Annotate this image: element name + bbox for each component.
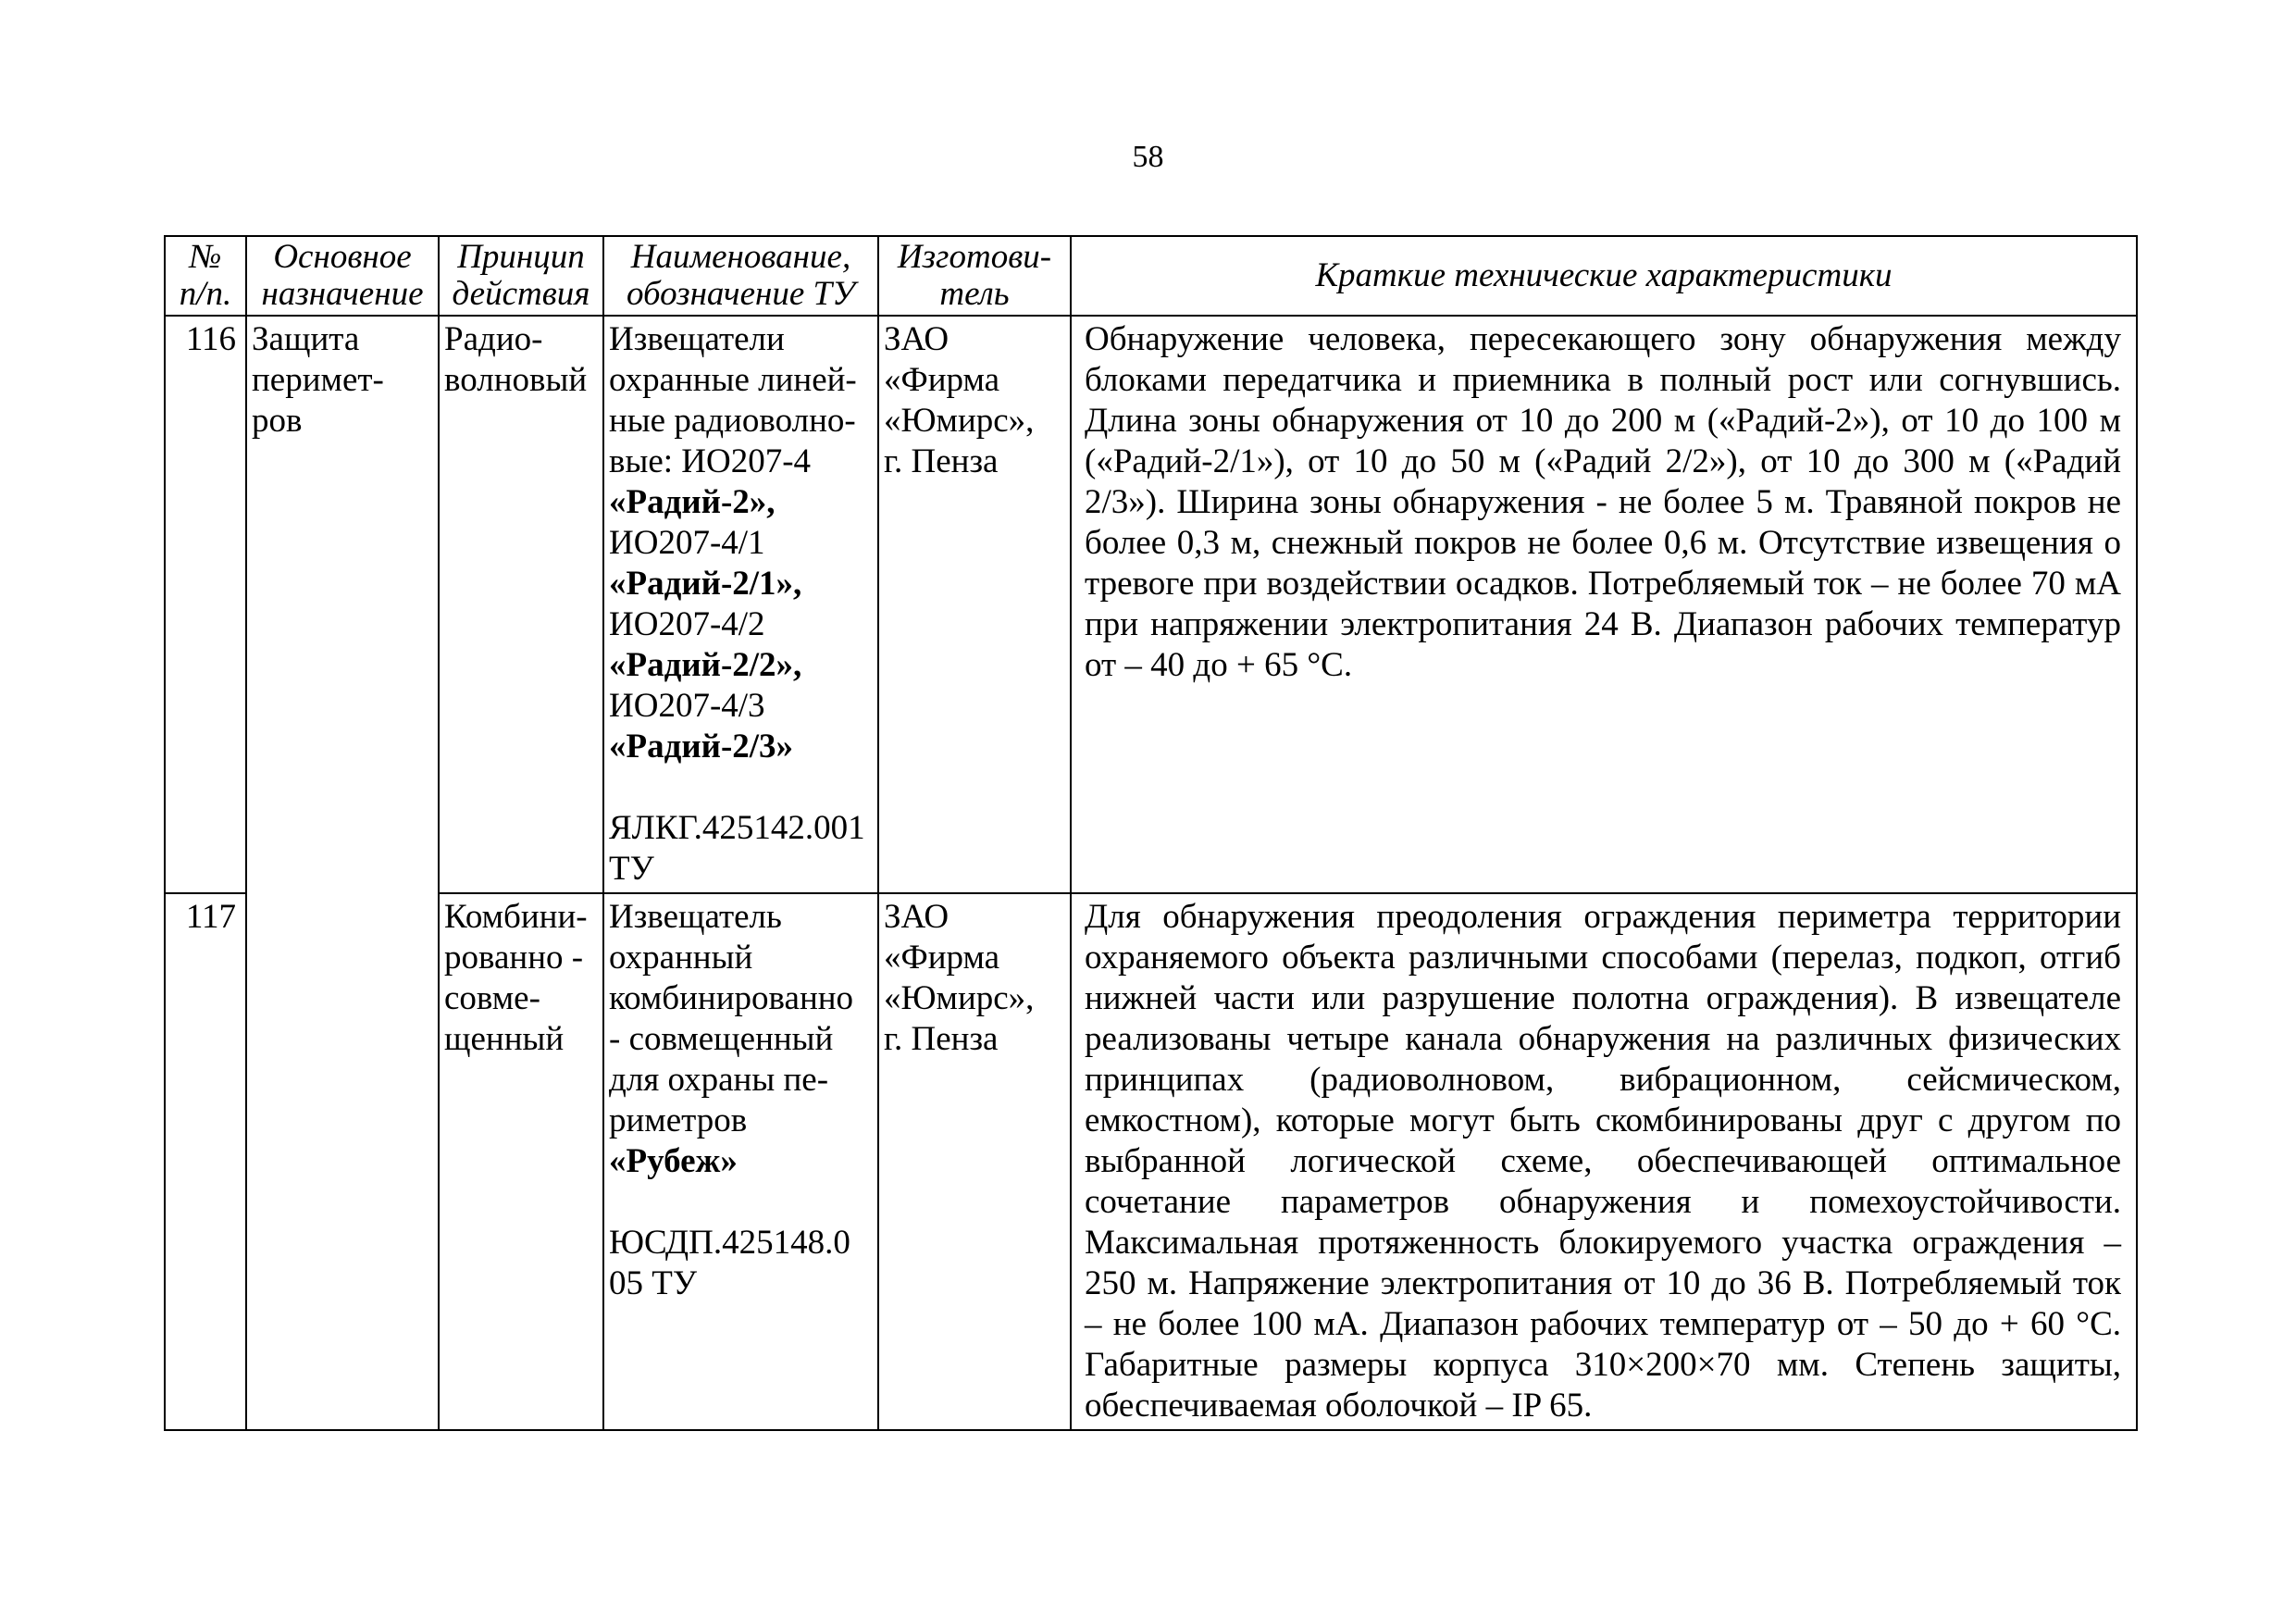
spacer bbox=[609, 1182, 871, 1223]
header-name bbox=[603, 236, 878, 316]
name-line: риметров bbox=[609, 1101, 748, 1139]
header-specs: Краткие технические характеристики bbox=[1071, 236, 2137, 316]
tu-designation: 05 ТУ bbox=[609, 1264, 698, 1302]
principle-line: рованно - bbox=[444, 939, 584, 977]
maker-line: «Фирма bbox=[884, 939, 1000, 977]
table-header-row bbox=[165, 236, 2137, 316]
page-number: 58 bbox=[1132, 140, 1164, 174]
maker-line: «Юмирс», bbox=[884, 979, 1035, 1017]
row-117-maker bbox=[878, 893, 1071, 1430]
header-name-line2: обозначение ТУ bbox=[626, 275, 856, 313]
header-maker bbox=[878, 236, 1071, 316]
row-116-principle bbox=[439, 316, 603, 893]
header-maker-line2: тель bbox=[939, 275, 1010, 313]
principle-line: волновый bbox=[444, 361, 588, 399]
header-purpose-line2: назначение bbox=[261, 275, 424, 313]
purpose-line: ров bbox=[252, 402, 303, 440]
name-line: охранные линей- bbox=[609, 361, 857, 399]
header-purpose bbox=[246, 236, 439, 316]
principle-line: щенный bbox=[444, 1020, 565, 1058]
row-117-principle bbox=[439, 893, 603, 1430]
table-row bbox=[165, 893, 2137, 1430]
model-name: «Радий-2/2», bbox=[609, 646, 802, 684]
row-116-name bbox=[603, 316, 878, 893]
name-line: Извещатели bbox=[609, 320, 785, 358]
name-line: комбинированно bbox=[609, 979, 854, 1017]
purpose-line: перимет- bbox=[252, 361, 384, 399]
name-line: ные радиоволно- bbox=[609, 402, 856, 440]
row-116-num: 116 bbox=[165, 316, 246, 893]
tu-designation: ЮСДП.425148.0 bbox=[609, 1224, 850, 1262]
spacer bbox=[609, 767, 871, 808]
purpose-line: Защита bbox=[252, 320, 360, 358]
maker-line: «Юмирс», bbox=[884, 402, 1035, 440]
name-line: Извещатель bbox=[609, 898, 782, 936]
principle-line: совме- bbox=[444, 979, 540, 1017]
name-line: вые: ИО207-4 bbox=[609, 442, 812, 480]
header-purpose-line1: Основное bbox=[273, 238, 412, 276]
header-num bbox=[165, 236, 246, 316]
row-116-specs: Обнаружение человека, пересекающего зону обнаружения между блоками передатчика и приемника в полный рост или согнувшись. Длина зоны обнаружения от 10 до 200 м («Радий-2»), от 10 до 100 м («Радий-2/1»), от 10 до 50 м («Радий 2/2»), от 10 до 300 м («Радий 2/3»). Ширина зоны обнаружения - не более 5 м. Травяной покров не более 0,3 м, снежный покров не более 0,6 м. Отсутствие извещения о тревоге при воздействии осадков. Потребляемый ток – не более 70 мА при напряжении электропитания 24 В. Диапазон рабочих температур от – 40 до + 65 °С. bbox=[1071, 316, 2137, 893]
header-maker-line1: Изготови- bbox=[897, 238, 1052, 276]
model-name: «Радий-2», bbox=[609, 483, 776, 521]
row-117-name bbox=[603, 893, 878, 1430]
maker-line: г. Пенза bbox=[884, 1020, 999, 1058]
row-117-num: 117 bbox=[165, 893, 246, 1430]
row-116-maker bbox=[878, 316, 1071, 893]
maker-line: г. Пенза bbox=[884, 442, 999, 480]
maker-line: ЗАО bbox=[884, 898, 949, 936]
model-name: «Радий-2/3» bbox=[609, 728, 794, 765]
model-code: ИО207-4/3 bbox=[609, 687, 765, 725]
maker-line: ЗАО bbox=[884, 320, 949, 358]
row-117-specs: Для обнаружения преодоления ограждения периметра территории охраняемого объекта различными способами (перелаз, подкоп, отгиб нижней части или разрушение полотна ограждения). В извещателе реализованы четыре канала обнаружения на различных физических принципах (радиоволновом, вибрационном, сейсмическом, емкостном), которые могут быть скомбинированы друг с другом по выбранной логической схеме, обеспечивающей оптимальное сочетание параметров обнаружения и помехоустойчивости. Максимальная протяженность блокируемого участка ограждения – 250 м. Напряжение электропитания от 10 до 36 В. Потребляемый ток – не более 100 мА. Диапазон рабочих температур от – 50 до + 60 °С. Габаритные размеры корпуса 310×200×70 мм. Степень защиты, обеспечиваемая оболочкой – IP 65. bbox=[1071, 893, 2137, 1430]
table-row bbox=[165, 316, 2137, 893]
header-name-line1: Наименование, bbox=[630, 238, 851, 276]
header-principle-line1: Принцип bbox=[457, 238, 585, 276]
maker-line: «Фирма bbox=[884, 361, 1000, 399]
model-name: «Радий-2/1», bbox=[609, 565, 802, 603]
header-num-line2: п/п. bbox=[179, 275, 232, 313]
name-line: охранный bbox=[609, 939, 753, 977]
principle-line: Комбини- bbox=[444, 898, 588, 936]
header-principle bbox=[439, 236, 603, 316]
model-name: «Рубеж» bbox=[609, 1142, 738, 1180]
row-116-purpose bbox=[246, 316, 439, 1430]
tu-designation: ЯЛКГ.425142.001 bbox=[609, 809, 865, 847]
header-principle-line2: действия bbox=[452, 275, 590, 313]
model-code: ИО207-4/1 bbox=[609, 524, 765, 562]
tu-designation: ТУ bbox=[609, 850, 654, 888]
principle-line: Радио- bbox=[444, 320, 543, 358]
name-line: для охраны пе- bbox=[609, 1061, 829, 1099]
equipment-spec-table bbox=[164, 235, 2138, 1431]
header-num-line1: № bbox=[189, 238, 222, 276]
name-line: - совмещенный bbox=[609, 1020, 834, 1058]
model-code: ИО207-4/2 bbox=[609, 605, 765, 643]
